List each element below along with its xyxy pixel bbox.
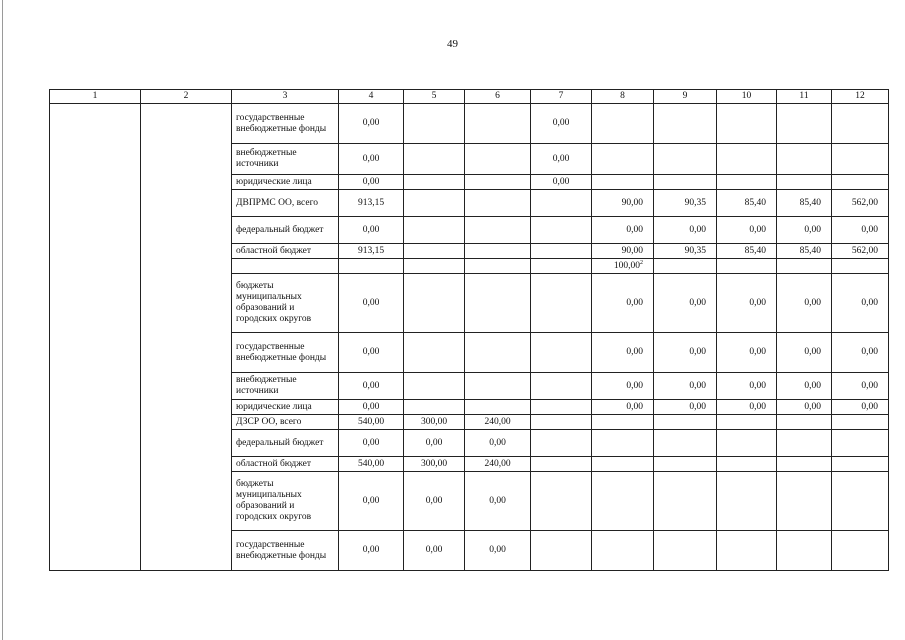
- cell-col-9: 0,00: [654, 400, 717, 415]
- cell-col-6: [465, 259, 531, 274]
- cell-col-6: [465, 175, 531, 190]
- header-col-4: 4: [339, 90, 404, 104]
- cell-col-9: [654, 144, 717, 175]
- cell-col-12: 0,00: [832, 373, 889, 400]
- cell-col-10: 0,00: [717, 333, 777, 373]
- cell-col-8: [592, 144, 654, 175]
- cell-col-4: 0,00: [339, 531, 404, 571]
- header-col-6: 6: [465, 90, 531, 104]
- cell-col-8: [592, 104, 654, 144]
- cell-col-9: 90,35: [654, 190, 717, 217]
- cell-col-7: [531, 259, 592, 274]
- cell-col-11: [777, 144, 832, 175]
- cell-col-8: [592, 457, 654, 472]
- page-number: 49: [447, 38, 458, 50]
- header-col-1: 1: [50, 90, 141, 104]
- row-label: ДВПРМС ОО, всего: [232, 190, 339, 217]
- cell-col-6: [465, 190, 531, 217]
- cell-col-12: 0,00: [832, 333, 889, 373]
- cell-col-4: 0,00: [339, 274, 404, 333]
- cell-col-9: [654, 457, 717, 472]
- cell-col-5: [404, 274, 465, 333]
- row-label: государственные внебюджетные фонды: [232, 333, 339, 373]
- cell-col-11: 0,00: [777, 274, 832, 333]
- cell-col-11: 0,00: [777, 373, 832, 400]
- cell-col-6: 0,00: [465, 531, 531, 571]
- cell-col-10: 0,00: [717, 274, 777, 333]
- cell-col-7: [531, 415, 592, 430]
- cell-col-12: [832, 144, 889, 175]
- cell-col-8: [592, 175, 654, 190]
- cell-col-7: [531, 217, 592, 244]
- cell-col-4: 0,00: [339, 400, 404, 415]
- cell-col-9: 0,00: [654, 373, 717, 400]
- cell-col-10: [717, 104, 777, 144]
- cell-col-11: 0,00: [777, 333, 832, 373]
- cell-col-9: 0,00: [654, 217, 717, 244]
- cell-col-4: 913,15: [339, 190, 404, 217]
- header-col-7: 7: [531, 90, 592, 104]
- cell-col-8: 90,00: [592, 244, 654, 259]
- row-label: федеральный бюджет: [232, 217, 339, 244]
- row-label: внебюджетные источники: [232, 373, 339, 400]
- cell-col-11: [777, 415, 832, 430]
- cell-col-10: [717, 430, 777, 457]
- cell-col-11: 85,40: [777, 244, 832, 259]
- budget-table: [49, 89, 889, 571]
- header-col-2: 2: [141, 90, 232, 104]
- cell-col-12: [832, 430, 889, 457]
- cell-col-7: [531, 531, 592, 571]
- cell-col-8: [592, 472, 654, 531]
- cell-col-5: 300,00: [404, 415, 465, 430]
- cell-col-10: [717, 259, 777, 274]
- cell-col-10: [717, 144, 777, 175]
- cell-col-11: [777, 430, 832, 457]
- cell-col-5: [404, 144, 465, 175]
- cell-col-10: 85,40: [717, 244, 777, 259]
- cell-col-6: [465, 373, 531, 400]
- cell-col-7: [531, 274, 592, 333]
- cell-col-12: 0,00: [832, 400, 889, 415]
- cell-col-5: [404, 104, 465, 144]
- cell-col-6: [465, 104, 531, 144]
- cell-col-6: [465, 274, 531, 333]
- cell-col-7: 0,00: [531, 175, 592, 190]
- cell-col-5: [404, 333, 465, 373]
- cell-col-8: 0,00: [592, 333, 654, 373]
- row-label: государственные внебюджетные фонды: [232, 531, 339, 571]
- cell-col-9: [654, 259, 717, 274]
- cell-col-7: 0,00: [531, 104, 592, 144]
- cell-col-5: 0,00: [404, 472, 465, 531]
- cell-col-7: [531, 430, 592, 457]
- cell-col-7: [531, 457, 592, 472]
- cell-col-6: 240,00: [465, 457, 531, 472]
- cell-col-4: [339, 259, 404, 274]
- row-label: внебюджетные источники: [232, 144, 339, 175]
- cell-col-11: [777, 175, 832, 190]
- row-label: юридические лица: [232, 400, 339, 415]
- cell-col-8: 90,00: [592, 190, 654, 217]
- cell-col-11: [777, 259, 832, 274]
- cell-col-12: [832, 104, 889, 144]
- cell-col-4: 913,15: [339, 244, 404, 259]
- cell-col-7: [531, 190, 592, 217]
- cell-col-6: 240,00: [465, 415, 531, 430]
- cell-col-4: 0,00: [339, 430, 404, 457]
- cell-col-7: [531, 333, 592, 373]
- cell-col-11: 85,40: [777, 190, 832, 217]
- row-label: областной бюджет: [232, 244, 339, 259]
- cell-col-6: 0,00: [465, 430, 531, 457]
- header-row: [50, 90, 889, 104]
- table-body: [50, 104, 889, 571]
- cell-col-1: [50, 104, 141, 571]
- cell-col-8: 0,00: [592, 217, 654, 244]
- cell-col-8: 0,00: [592, 400, 654, 415]
- cell-col-9: [654, 175, 717, 190]
- cell-col-4: 0,00: [339, 217, 404, 244]
- cell-col-10: [717, 531, 777, 571]
- cell-col-7: [531, 244, 592, 259]
- cell-col-12: 562,00: [832, 190, 889, 217]
- cell-col-9: 90,35: [654, 244, 717, 259]
- cell-col-6: [465, 244, 531, 259]
- footnote-marker: 2: [640, 259, 643, 266]
- header-col-10: 10: [717, 90, 777, 104]
- cell-col-11: [777, 531, 832, 571]
- cell-col-8: [592, 415, 654, 430]
- cell-col-8: [592, 259, 654, 274]
- cell-col-9: 0,00: [654, 333, 717, 373]
- cell-col-9: 0,00: [654, 274, 717, 333]
- cell-col-5: 0,00: [404, 531, 465, 571]
- cell-col-9: [654, 472, 717, 531]
- row-label: федеральный бюджет: [232, 430, 339, 457]
- cell-value: 100,00: [613, 260, 640, 271]
- cell-col-4: 0,00: [339, 104, 404, 144]
- header-col-8: 8: [592, 90, 654, 104]
- row-label: [232, 259, 339, 274]
- cell-col-11: 0,00: [777, 217, 832, 244]
- cell-col-4: 540,00: [339, 457, 404, 472]
- cell-col-5: 0,00: [404, 430, 465, 457]
- cell-col-11: [777, 472, 832, 531]
- cell-col-9: [654, 430, 717, 457]
- cell-col-10: 0,00: [717, 217, 777, 244]
- cell-col-10: 0,00: [717, 400, 777, 415]
- cell-col-5: [404, 190, 465, 217]
- cell-col-6: [465, 333, 531, 373]
- cell-col-4: 540,00: [339, 415, 404, 430]
- row-label: бюджеты муниципальных образований и городских округов: [232, 274, 339, 333]
- cell-col-6: [465, 217, 531, 244]
- cell-col-5: 300,00: [404, 457, 465, 472]
- row-label: ДЗСР ОО, всего: [232, 415, 339, 430]
- row-label: бюджеты муниципальных образований и городских округов: [232, 472, 339, 531]
- cell-col-10: 0,00: [717, 373, 777, 400]
- cell-col-12: [832, 259, 889, 274]
- row-label: областной бюджет: [232, 457, 339, 472]
- cell-col-5: [404, 400, 465, 415]
- header-col-12: 12: [832, 90, 889, 104]
- cell-col-2: [141, 104, 232, 571]
- cell-col-11: [777, 457, 832, 472]
- cell-col-12: [832, 472, 889, 531]
- cell-col-10: [717, 457, 777, 472]
- cell-col-5: [404, 244, 465, 259]
- cell-col-12: [832, 531, 889, 571]
- page-edge-line: [2, 0, 3, 640]
- cell-col-12: [832, 415, 889, 430]
- cell-col-6: 0,00: [465, 472, 531, 531]
- cell-col-4: 0,00: [339, 333, 404, 373]
- cell-col-7: 0,00: [531, 144, 592, 175]
- row-label: юридические лица: [232, 175, 339, 190]
- cell-col-4: 0,00: [339, 144, 404, 175]
- cell-col-6: [465, 400, 531, 415]
- cell-col-12: 0,00: [832, 274, 889, 333]
- cell-col-12: [832, 175, 889, 190]
- header-col-5: 5: [404, 90, 465, 104]
- cell-col-10: 85,40: [717, 190, 777, 217]
- cell-col-9: [654, 531, 717, 571]
- cell-col-8: 0,00: [592, 274, 654, 333]
- header-col-3: 3: [232, 90, 339, 104]
- cell-col-10: [717, 415, 777, 430]
- cell-col-5: [404, 217, 465, 244]
- cell-col-12: 0,00: [832, 217, 889, 244]
- cell-col-4: 0,00: [339, 472, 404, 531]
- cell-col-7: [531, 400, 592, 415]
- cell-col-11: 0,00: [777, 400, 832, 415]
- header-col-11: 11: [777, 90, 832, 104]
- cell-col-5: [404, 373, 465, 400]
- cell-col-5: [404, 175, 465, 190]
- header-col-9: 9: [654, 90, 717, 104]
- cell-col-6: [465, 144, 531, 175]
- cell-col-10: [717, 175, 777, 190]
- cell-col-4: 0,00: [339, 175, 404, 190]
- cell-col-7: [531, 472, 592, 531]
- cell-col-7: [531, 373, 592, 400]
- cell-col-12: 562,00: [832, 244, 889, 259]
- cell-col-12: [832, 457, 889, 472]
- cell-col-11: [777, 104, 832, 144]
- cell-col-10: [717, 472, 777, 531]
- row-label: государственные внебюджетные фонды: [232, 104, 339, 144]
- cell-col-9: [654, 415, 717, 430]
- cell-col-8: [592, 531, 654, 571]
- cell-col-8: 0,00: [592, 373, 654, 400]
- cell-col-5: [404, 259, 465, 274]
- cell-col-4: 0,00: [339, 373, 404, 400]
- cell-col-8: [592, 430, 654, 457]
- cell-col-9: [654, 104, 717, 144]
- table-row: [50, 104, 889, 144]
